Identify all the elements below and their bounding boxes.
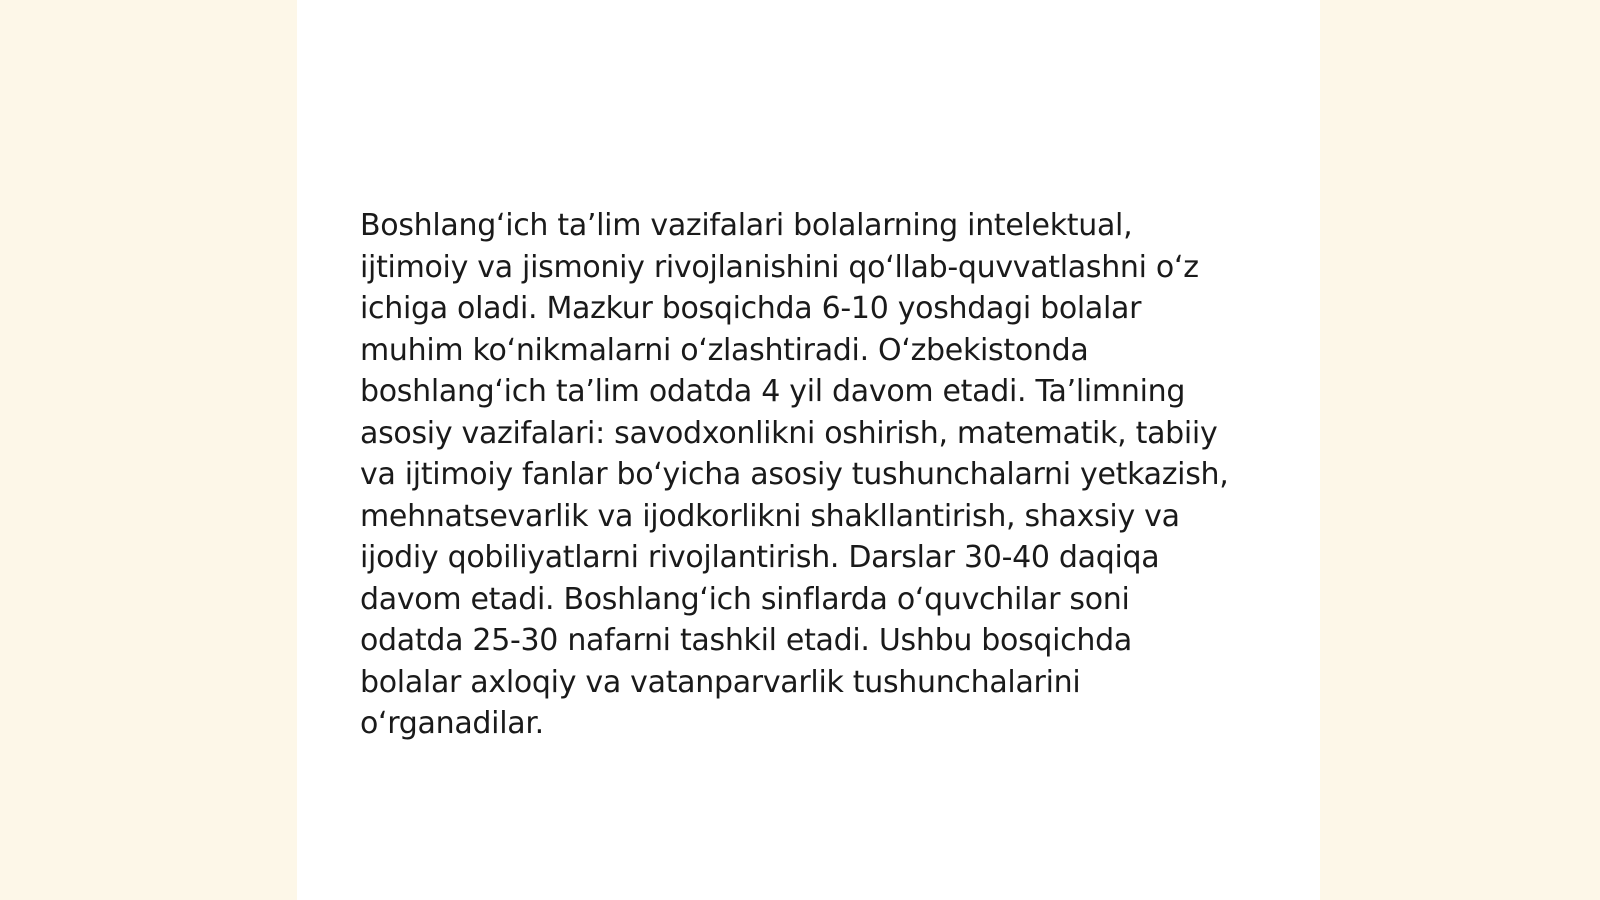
slide-body-text: Boshlang‘ich ta’lim vazifalari bolalarning intelektual, ijtimoiy va jismoniy rivojlanishini qo‘llab-quvvatlashni o‘z ichiga oladi. Mazkur bosqichda 6-10 yoshdagi bolalar muhim ko‘nikmalarni o‘zlashtiradi. O‘zbekistonda boshlang‘ich ta’lim odatda 4 yil davom etadi. Ta’limning asosiy vazifalari: savodxonlikni oshirish, matematik, tabiiy va ijtimoiy fanlar bo‘yicha asosiy tushunchalarni yetkazish, mehnatsevarlik va ijodkorlikni shakllantirish, shaxsiy va ijodiy qobiliyatlarni rivojlantirish. Darslar 30-40 daqiqa davom etadi. Boshlang‘ich sinflarda o‘quvchilar soni odatda 25-30 nafarni tashkil etadi. Ushbu bosqichda bolalar axloqiy va vatanparvarlik tushunchalarini o‘rganadilar.	[360, 208, 1229, 741]
slide-canvas	[297, 0, 1320, 900]
